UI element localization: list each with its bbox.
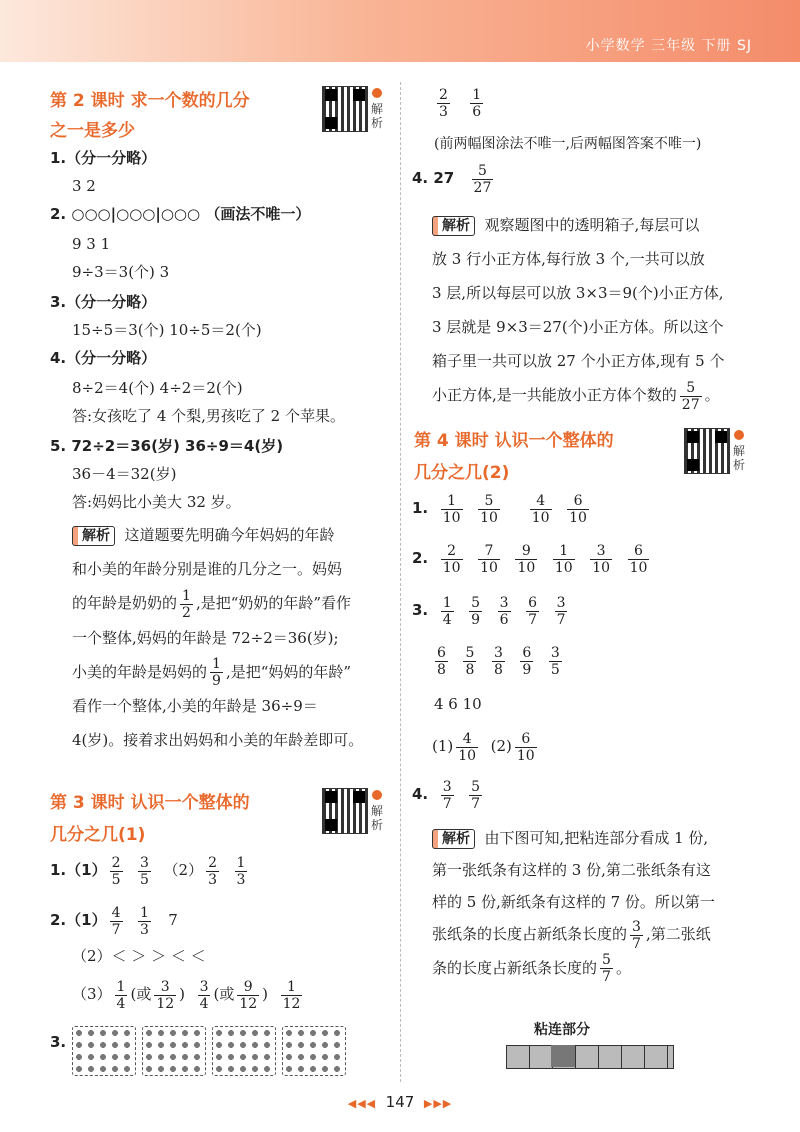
numerator: 2 bbox=[208, 854, 217, 871]
numerator: 3 bbox=[442, 778, 452, 795]
qr-code-icon[interactable] bbox=[322, 86, 368, 132]
flower-group-image bbox=[282, 1026, 346, 1076]
fraction bbox=[498, 595, 511, 628]
or-text: (或 bbox=[130, 985, 152, 1003]
fraction bbox=[435, 645, 448, 678]
denominator: 3 bbox=[208, 871, 217, 888]
qr-code-icon[interactable] bbox=[322, 788, 368, 834]
denominator: 10 bbox=[629, 559, 648, 576]
denominator: 10 bbox=[592, 559, 611, 576]
exp-line: 小美的年龄是妈妈的 bbox=[72, 662, 208, 681]
exp-line: 3 层就是 9×3＝27(个)小正方体。所以这个 bbox=[432, 318, 724, 336]
numerator: 4 bbox=[111, 904, 121, 921]
denominator: 7 bbox=[528, 611, 538, 628]
exp-line: 和小美的年龄分别是谁的几分之一。妈妈 bbox=[72, 560, 343, 578]
denominator: 12 bbox=[156, 995, 175, 1012]
fraction bbox=[198, 979, 211, 1012]
fraction bbox=[441, 595, 454, 628]
exp-line: 这道题要先明确今年妈妈的年龄 bbox=[124, 526, 335, 544]
fraction bbox=[630, 919, 643, 952]
fraction bbox=[600, 952, 613, 985]
note-line: (前两幅图涂法不唯一,后两幅图答案不唯一) bbox=[434, 136, 702, 152]
fraction bbox=[628, 543, 650, 576]
answer-1-values: 3 2 bbox=[72, 177, 96, 195]
answer-2: 2. ○○○|○○○|○○○ （画法不唯一） bbox=[50, 205, 311, 223]
denominator: 5 bbox=[550, 661, 560, 678]
lesson2-title-line2: 之一是多少 bbox=[50, 121, 135, 141]
fraction bbox=[437, 87, 450, 120]
exp-line: ,是把“奶奶的年龄”看作 bbox=[195, 594, 352, 612]
exp-line: 4(岁)。接着求出妈妈和小美的年龄差即可。 bbox=[72, 731, 364, 749]
denominator: 10 bbox=[554, 559, 573, 576]
denominator: 6 bbox=[499, 611, 509, 628]
fraction bbox=[235, 855, 248, 888]
denominator: 2 bbox=[182, 604, 191, 621]
lesson3-answer-2 bbox=[50, 902, 178, 938]
qr-caption: 解析 bbox=[370, 804, 383, 832]
lesson3-answer-2b: （2）＜ ＞ ＞ ＜ ＜ bbox=[72, 947, 206, 965]
right-top-fractions bbox=[434, 84, 486, 120]
answer-5: 5. 72÷2＝36(岁) 36÷9＝4(岁) bbox=[50, 437, 284, 455]
denominator: 8 bbox=[465, 661, 475, 678]
answer-3-calc: 15÷5＝3(个) 10÷5＝2(个) bbox=[72, 321, 262, 339]
fraction bbox=[590, 543, 612, 576]
denominator: 5 bbox=[140, 871, 149, 888]
fraction bbox=[281, 979, 303, 1012]
fraction bbox=[478, 493, 500, 526]
q-sub-label: （2） bbox=[163, 861, 204, 879]
answer-1: 1.（分一分略） bbox=[50, 149, 157, 167]
denominator: 6 bbox=[472, 103, 482, 120]
numerator: 9 bbox=[237, 979, 259, 996]
answer-3: 3.（分一分略） bbox=[50, 293, 157, 311]
fraction bbox=[530, 493, 552, 526]
lesson3-answer-3: 3. bbox=[50, 1033, 67, 1051]
fraction bbox=[567, 493, 589, 526]
exp-line: 小正方体,是一共能放小正方体个数的 bbox=[432, 386, 677, 404]
denominator: 27 bbox=[473, 179, 492, 196]
lesson4-answer-4 bbox=[412, 776, 485, 812]
qr-caption: 解析 bbox=[732, 444, 745, 472]
numerator: 3 bbox=[632, 918, 641, 935]
or-text: (或 bbox=[213, 985, 235, 1003]
q-label: 2.（1） bbox=[50, 911, 107, 929]
exp-line: 3 层,所以每层可以放 3×3＝9(个)小正方体, bbox=[432, 284, 724, 302]
exp-line: 第一张纸条有这样的 3 份,第二张纸条有这 bbox=[432, 861, 711, 879]
overlap-segment bbox=[551, 1045, 575, 1067]
exp-line: ,是把“妈妈的年龄” bbox=[225, 662, 352, 681]
qr-caption: 解析 bbox=[370, 102, 383, 130]
lesson4-answer-3c: 4 6 10 bbox=[434, 695, 482, 713]
numerator: 6 bbox=[522, 644, 532, 661]
numerator: 5 bbox=[478, 493, 500, 510]
exp-line: 一个整体,妈妈的年龄是 72÷2＝36(岁); bbox=[72, 628, 339, 647]
numerator: 6 bbox=[528, 594, 538, 611]
explanation-block-left bbox=[72, 518, 412, 757]
denominator: 5 bbox=[111, 871, 121, 888]
exp-line: 样的 5 份,新纸条有这样的 7 份。所以第一 bbox=[432, 893, 715, 911]
numerator: 5 bbox=[472, 163, 494, 180]
fraction bbox=[110, 855, 123, 888]
header-subject: 小学数学 三年级 下册 SJ bbox=[585, 38, 752, 54]
q-sub-label: (2) bbox=[490, 737, 512, 755]
q-sub-label: (1) bbox=[432, 737, 454, 755]
denominator: 10 bbox=[569, 509, 587, 526]
fraction bbox=[206, 855, 219, 888]
lesson4-answer-1 bbox=[412, 490, 592, 526]
jiexi-badge: 解析 bbox=[72, 526, 115, 546]
exp-line: 观察题图中的透明箱子,每层可以 bbox=[484, 216, 700, 234]
close-paren: ) bbox=[262, 985, 269, 1003]
fraction bbox=[138, 905, 151, 938]
fraction bbox=[110, 905, 123, 938]
denominator: 8 bbox=[437, 661, 446, 678]
denominator: 7 bbox=[602, 969, 611, 985]
lesson3-title-line1: 第 3 课时 认识一个整体的 bbox=[50, 793, 250, 813]
flower-group-image bbox=[212, 1026, 276, 1076]
q-label: 1. bbox=[412, 499, 429, 517]
numerator: 6 bbox=[515, 731, 537, 748]
denominator: 10 bbox=[517, 559, 536, 576]
denominator: 7 bbox=[471, 795, 481, 812]
fraction bbox=[469, 779, 482, 812]
fraction bbox=[237, 979, 259, 1012]
flower-group-image bbox=[72, 1026, 136, 1076]
lesson3-answer-2c bbox=[72, 976, 305, 1012]
strip-caption: 粘连部分 bbox=[534, 1022, 590, 1038]
numerator: 2 bbox=[439, 86, 448, 103]
exp-line: 张纸条的长度占新纸条长度的 bbox=[432, 925, 628, 943]
numerator: 1 bbox=[212, 656, 221, 672]
exp-line: 放 3 行小正方体,每行放 3 个,一共可以放 bbox=[432, 250, 705, 268]
fraction bbox=[470, 87, 483, 120]
denominator: 7 bbox=[556, 611, 566, 628]
q-sub-label: （3） bbox=[72, 985, 112, 1003]
fraction bbox=[154, 979, 176, 1012]
exp-line: 。 bbox=[615, 958, 631, 977]
lesson2-title-line1: 第 2 课时 求一个数的几分 bbox=[50, 91, 250, 111]
lesson4-title-line2: 几分之几(2) bbox=[414, 463, 510, 483]
numerator: 1 bbox=[182, 587, 191, 604]
answer-5-conclusion: 答:妈妈比小美大 32 岁。 bbox=[72, 493, 241, 511]
jiexi-badge: 解析 bbox=[432, 216, 475, 236]
answer-2-calc: 9÷3＝3(个) 3 bbox=[72, 263, 170, 281]
denominator: 9 bbox=[471, 611, 481, 628]
close-paren: ) bbox=[179, 985, 186, 1003]
numerator: 1 bbox=[553, 543, 575, 560]
q-label: 3. bbox=[412, 601, 429, 619]
fraction bbox=[492, 645, 505, 678]
explanation-block-right bbox=[432, 208, 762, 413]
fraction bbox=[515, 731, 537, 764]
numerator: 5 bbox=[602, 952, 611, 968]
right-answer-4 bbox=[412, 160, 496, 196]
fraction bbox=[549, 645, 562, 678]
numerator: 1 bbox=[472, 86, 482, 103]
fraction bbox=[441, 493, 463, 526]
denominator: 9 bbox=[522, 661, 532, 678]
qr-code-icon[interactable] bbox=[684, 428, 730, 474]
denominator: 4 bbox=[116, 995, 126, 1012]
numerator: 3 bbox=[550, 644, 560, 661]
fraction bbox=[210, 656, 223, 689]
fraction bbox=[115, 979, 128, 1012]
lesson4-answer-3d bbox=[432, 728, 540, 764]
fraction bbox=[680, 380, 702, 413]
numerator: 1 bbox=[236, 854, 246, 871]
lesson3-title-line2: 几分之几(1) bbox=[50, 825, 146, 845]
prev-arrows-icon: ◀◀◀ bbox=[347, 1097, 377, 1110]
numerator: 6 bbox=[628, 543, 650, 560]
numerator: 3 bbox=[499, 594, 509, 611]
numerator: 1 bbox=[140, 904, 149, 921]
denominator: 12 bbox=[239, 995, 258, 1012]
exp-line: 箱子里一共可以放 27 个小正方体,现有 5 个 bbox=[432, 352, 725, 370]
jiexi-badge: 解析 bbox=[432, 829, 475, 849]
explanation-block-right-2 bbox=[432, 822, 762, 985]
page-number: 147 bbox=[385, 1093, 415, 1111]
play-icon bbox=[372, 88, 382, 98]
numerator: 3 bbox=[199, 978, 209, 995]
answer-5-calc: 36－4＝32(岁) bbox=[72, 465, 177, 483]
fraction bbox=[472, 163, 494, 196]
denominator: 4 bbox=[199, 995, 209, 1012]
fraction bbox=[456, 731, 478, 764]
fraction bbox=[138, 855, 151, 888]
fraction bbox=[553, 543, 575, 576]
numerator: 1 bbox=[442, 594, 452, 611]
answer-4-conclusion: 答:女孩吃了 4 个梨,男孩吃了 2 个苹果。 bbox=[72, 407, 345, 425]
fraction bbox=[469, 595, 482, 628]
numerator: 3 bbox=[154, 979, 176, 996]
fraction bbox=[463, 645, 476, 678]
numerator: 1 bbox=[116, 978, 126, 995]
numerator: 5 bbox=[471, 594, 481, 611]
denominator: 8 bbox=[493, 661, 503, 678]
play-icon bbox=[372, 790, 382, 800]
numerator: 7 bbox=[478, 543, 500, 560]
q-label: 4. bbox=[412, 785, 429, 803]
numerator: 9 bbox=[515, 543, 537, 560]
value: 7 bbox=[168, 911, 178, 929]
lesson4-answer-3b bbox=[432, 642, 565, 678]
denominator: 9 bbox=[212, 673, 221, 689]
play-icon bbox=[734, 430, 744, 440]
denominator: 7 bbox=[111, 921, 121, 938]
exp-line: 由下图可知,把粘连部分看成 1 份, bbox=[484, 829, 709, 847]
lesson4-answer-2 bbox=[412, 540, 652, 576]
exp-line: 看作一个整体,小美的年龄是 36÷9＝ bbox=[72, 697, 318, 715]
denominator: 12 bbox=[282, 995, 301, 1012]
fraction bbox=[441, 779, 454, 812]
numerator: 4 bbox=[456, 731, 478, 748]
denominator: 10 bbox=[516, 747, 535, 764]
numerator: 4 bbox=[530, 493, 552, 510]
numerator: 1 bbox=[441, 493, 463, 510]
next-arrows-icon: ▶▶▶ bbox=[423, 1097, 453, 1110]
fraction bbox=[526, 595, 539, 628]
numerator: 5 bbox=[465, 644, 475, 661]
denominator: 10 bbox=[442, 509, 461, 526]
lesson3-answer-1 bbox=[50, 852, 250, 888]
numerator: 5 bbox=[471, 778, 481, 795]
denominator: 10 bbox=[531, 509, 550, 526]
lesson4-title-line1: 第 4 课时 认识一个整体的 bbox=[414, 431, 614, 451]
q-label: 2. bbox=[412, 549, 429, 567]
exp-line: 。 bbox=[704, 386, 720, 404]
denominator: 3 bbox=[439, 103, 448, 120]
fraction bbox=[520, 645, 533, 678]
denominator: 3 bbox=[140, 921, 149, 938]
numerator: 2 bbox=[111, 854, 121, 871]
denominator: 10 bbox=[480, 559, 498, 576]
numerator: 5 bbox=[680, 380, 702, 397]
q-label: 4. 27 bbox=[412, 169, 455, 187]
exp-line: ,第二张纸 bbox=[645, 925, 711, 943]
denominator: 7 bbox=[442, 795, 452, 812]
exp-line: 条的长度占新纸条长度的 bbox=[432, 958, 598, 977]
paper-strip-diagram bbox=[506, 1045, 674, 1069]
fraction bbox=[515, 543, 537, 576]
denominator: 27 bbox=[681, 396, 700, 413]
denominator: 10 bbox=[480, 509, 498, 526]
page-footer bbox=[0, 1093, 800, 1111]
denominator: 10 bbox=[442, 559, 461, 576]
numerator: 3 bbox=[590, 543, 612, 560]
exp-line: 的年龄是奶奶的 bbox=[72, 594, 178, 612]
fraction bbox=[555, 595, 568, 628]
numerator: 6 bbox=[437, 644, 446, 661]
numerator: 3 bbox=[140, 854, 149, 871]
denominator: 7 bbox=[632, 935, 641, 952]
lesson4-answer-3 bbox=[412, 592, 570, 628]
numerator: 1 bbox=[281, 979, 303, 996]
fraction bbox=[180, 588, 193, 621]
answer-4-calc: 8÷2＝4(个) 4÷2＝2(个) bbox=[72, 379, 243, 397]
answer-2-values: 9 3 1 bbox=[72, 235, 111, 253]
flower-group-image bbox=[142, 1026, 206, 1076]
denominator: 3 bbox=[236, 871, 246, 888]
numerator: 3 bbox=[556, 594, 566, 611]
denominator: 10 bbox=[458, 747, 477, 764]
denominator: 4 bbox=[442, 611, 452, 628]
fraction bbox=[441, 543, 463, 576]
answer-4: 4.（分一分略） bbox=[50, 349, 157, 367]
q-label: 1.（1） bbox=[50, 861, 107, 879]
fraction bbox=[478, 543, 500, 576]
numerator: 3 bbox=[493, 644, 503, 661]
numerator: 6 bbox=[567, 493, 589, 510]
numerator: 2 bbox=[441, 543, 463, 560]
